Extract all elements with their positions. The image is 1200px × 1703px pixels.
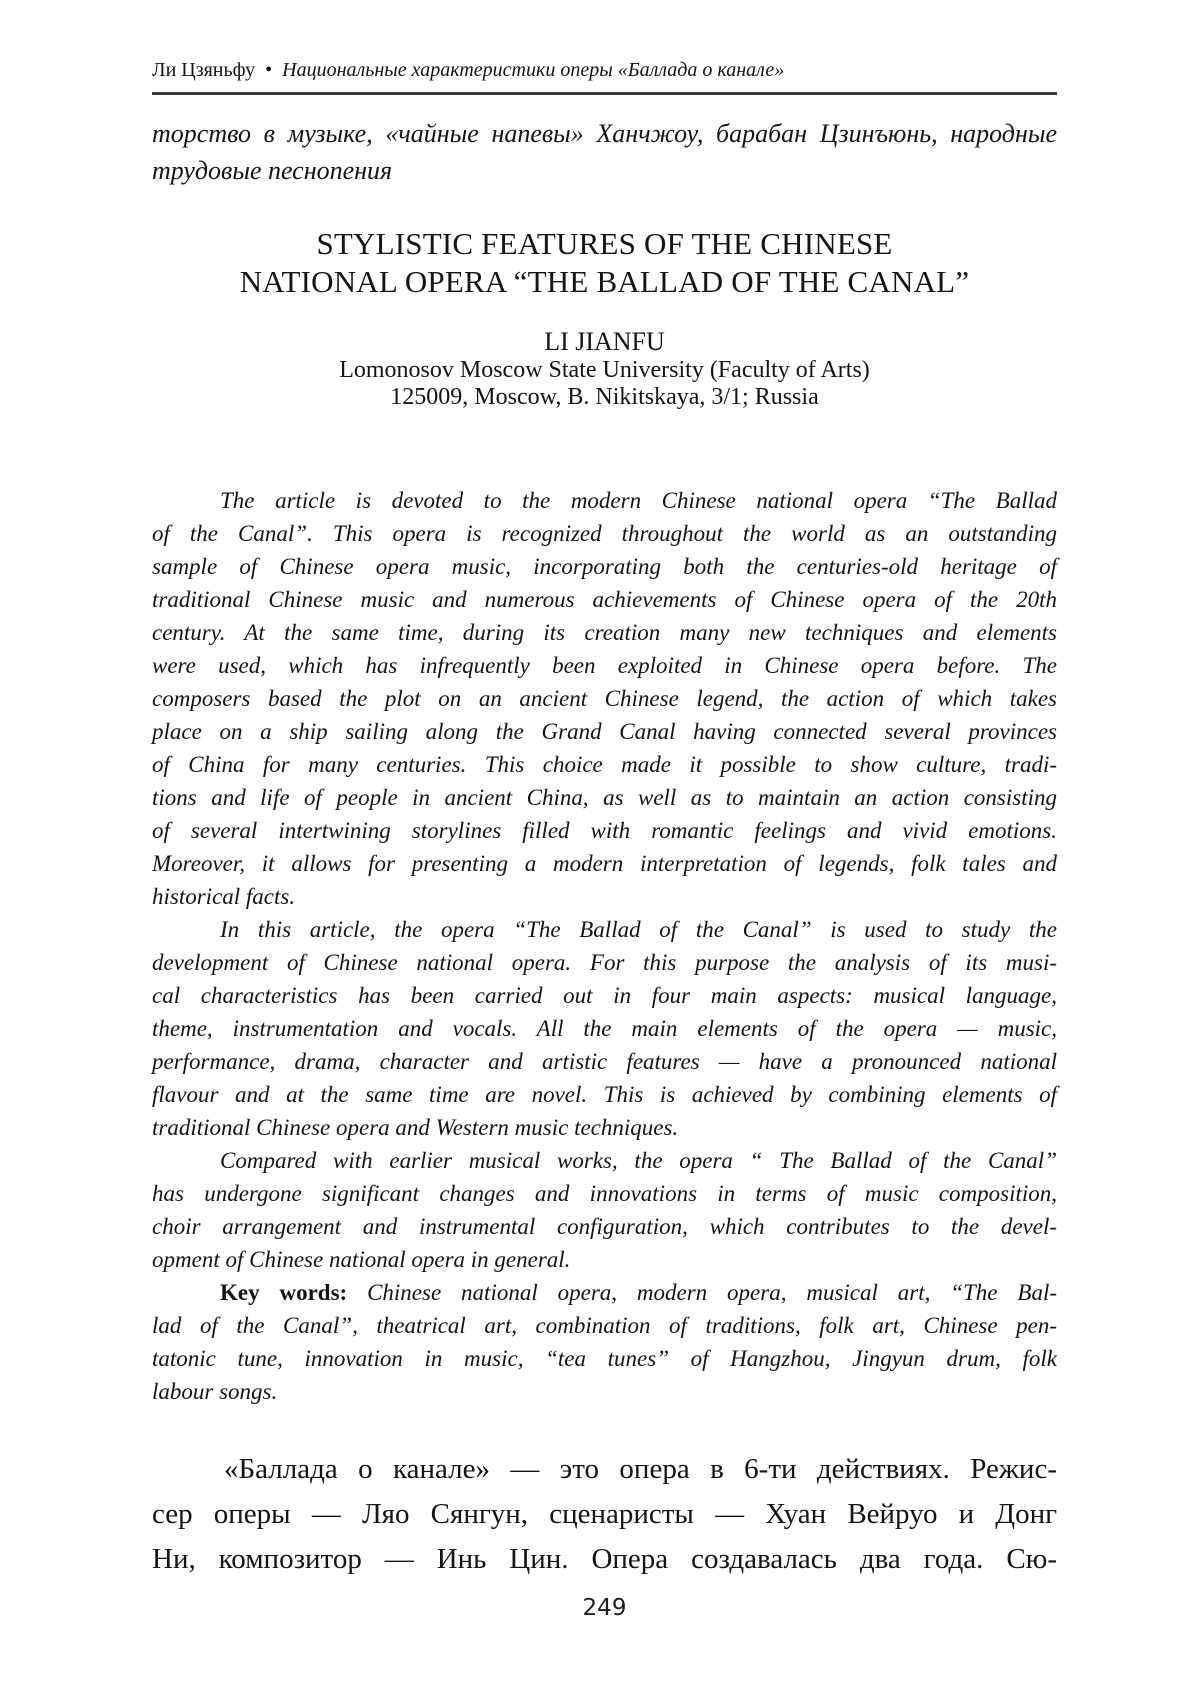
- article-title-line: STYLISTIC FEATURES OF THE CHINESE: [316, 226, 893, 261]
- running-header: [152, 57, 1057, 83]
- abstract-line: of the Canal”. This opera is recognized throughout the world as an outstanding: [152, 521, 1057, 546]
- russian-body-line: сер оперы — Ляо Сянгун, сценаристы — Хуан Вейруо и Донг: [152, 1498, 1057, 1530]
- abstract-line: historical facts.: [152, 884, 296, 909]
- article-author: LI JIANFU: [544, 327, 665, 356]
- abstract-line: place on a ship sailing along the Grand Canal having connected several provinces: [152, 719, 1057, 744]
- abstract-line: choir arrangement and instrumental configuration, which contributes to the devel-: [152, 1214, 1057, 1239]
- abstract-line: In this article, the opera “The Ballad of the Canal” is used to study the: [220, 917, 1057, 942]
- abstract-line: composers based the plot on an ancient Chinese legend, the action of which takes: [152, 686, 1057, 711]
- abstract-line: of several intertwining storylines filled with romantic feelings and vivid emotions.: [152, 818, 1057, 843]
- russian-body-line: Ни, композитор — Инь Цин. Опера создавалась два года. Сю-: [152, 1543, 1057, 1575]
- abstract: [152, 484, 1057, 1408]
- page-number: 249: [582, 1595, 627, 1621]
- abstract-line: Moreover, it allows for presenting a modern interpretation of legends, folk tales and: [152, 851, 1057, 876]
- abstract-line: development of Chinese national opera. For this purpose the analysis of its musi-: [152, 950, 1057, 975]
- abstract-line: performance, drama, character and artistic features — have a pronounced national: [152, 1049, 1057, 1074]
- article-affiliation: Lomonosov Moscow State University (Faculty of Arts): [339, 357, 870, 383]
- keywords-line: lad of the Canal”, theatrical art, combination of traditions, folk art, Chinese pen-: [152, 1313, 1057, 1338]
- article-address: 125009, Moscow, B. Nikitskaya, 3/1; Russia: [390, 384, 819, 410]
- abstract-line: cal characteristics has been carried out in four main aspects: musical language,: [152, 983, 1057, 1008]
- abstract-line: opment of Chinese national opera in general.: [152, 1247, 571, 1272]
- abstract-line: Compared with earlier musical works, the opera “ The Ballad of the Canal”: [220, 1148, 1057, 1173]
- abstract-line: theme, instrumentation and vocals. All the main elements of the opera — music,: [152, 1016, 1057, 1041]
- abstract-line: has undergone significant changes and innovations in terms of music composition,: [152, 1181, 1057, 1206]
- keywords-text: Chinese national opera, modern opera, musical art, “The Bal-: [347, 1280, 1057, 1305]
- abstract-line: of China for many centuries. This choice made it possible to show culture, tradi-: [152, 752, 1057, 777]
- abstract-line: were used, which has infrequently been exploited in Chinese opera before. The: [152, 653, 1057, 678]
- text-column: [152, 0, 1057, 1621]
- keywords-line: [152, 1276, 1057, 1309]
- abstract-line: traditional Chinese music and numerous achievements of Chinese opera of the 20th: [152, 587, 1057, 612]
- fragment-line: трудовые песнопения: [152, 156, 393, 185]
- continued-keywords-fragment: [152, 115, 1057, 189]
- keywords-label: Key words:: [220, 1280, 348, 1305]
- abstract-line: century. At the same time, during its creation many new techniques and elements: [152, 620, 1057, 645]
- russian-body-line: «Баллада о канале» — это опера в 6-ти действиях. Режис-: [224, 1453, 1057, 1485]
- fragment-line: торство в музыке, «чайные напевы» Ханчжоу, барабан Цзинъюнь, народные: [152, 119, 1057, 148]
- abstract-line: traditional Chinese opera and Western music techniques.: [152, 1115, 679, 1140]
- abstract-line: flavour and at the same time are novel. This is achieved by combining elements of: [152, 1082, 1057, 1107]
- abstract-line: sample of Chinese opera music, incorporating both the centuries-old heritage of: [152, 554, 1057, 579]
- russian-body-paragraph: [152, 1447, 1057, 1582]
- running-header-title: Национальные характеристики оперы «Баллада о канале»: [282, 59, 785, 81]
- running-header-author: Ли Цзяньфу: [152, 59, 256, 81]
- header-rule: [152, 92, 1057, 95]
- keywords-line: labour songs.: [152, 1379, 278, 1404]
- keywords-line: tatonic tune, innovation in music, “tea tunes” of Hangzhou, Jingyun drum, folk: [152, 1346, 1057, 1371]
- article-title: [152, 225, 1057, 301]
- article-title-line: NATIONAL OPERA “THE BALLAD OF THE CANAL”: [239, 264, 970, 299]
- abstract-line: The article is devoted to the modern Chinese national opera “The Ballad: [220, 488, 1057, 513]
- abstract-line: tions and life of people in ancient China, as well as to maintain an action consisting: [152, 785, 1057, 810]
- running-header-separator: •: [265, 59, 273, 81]
